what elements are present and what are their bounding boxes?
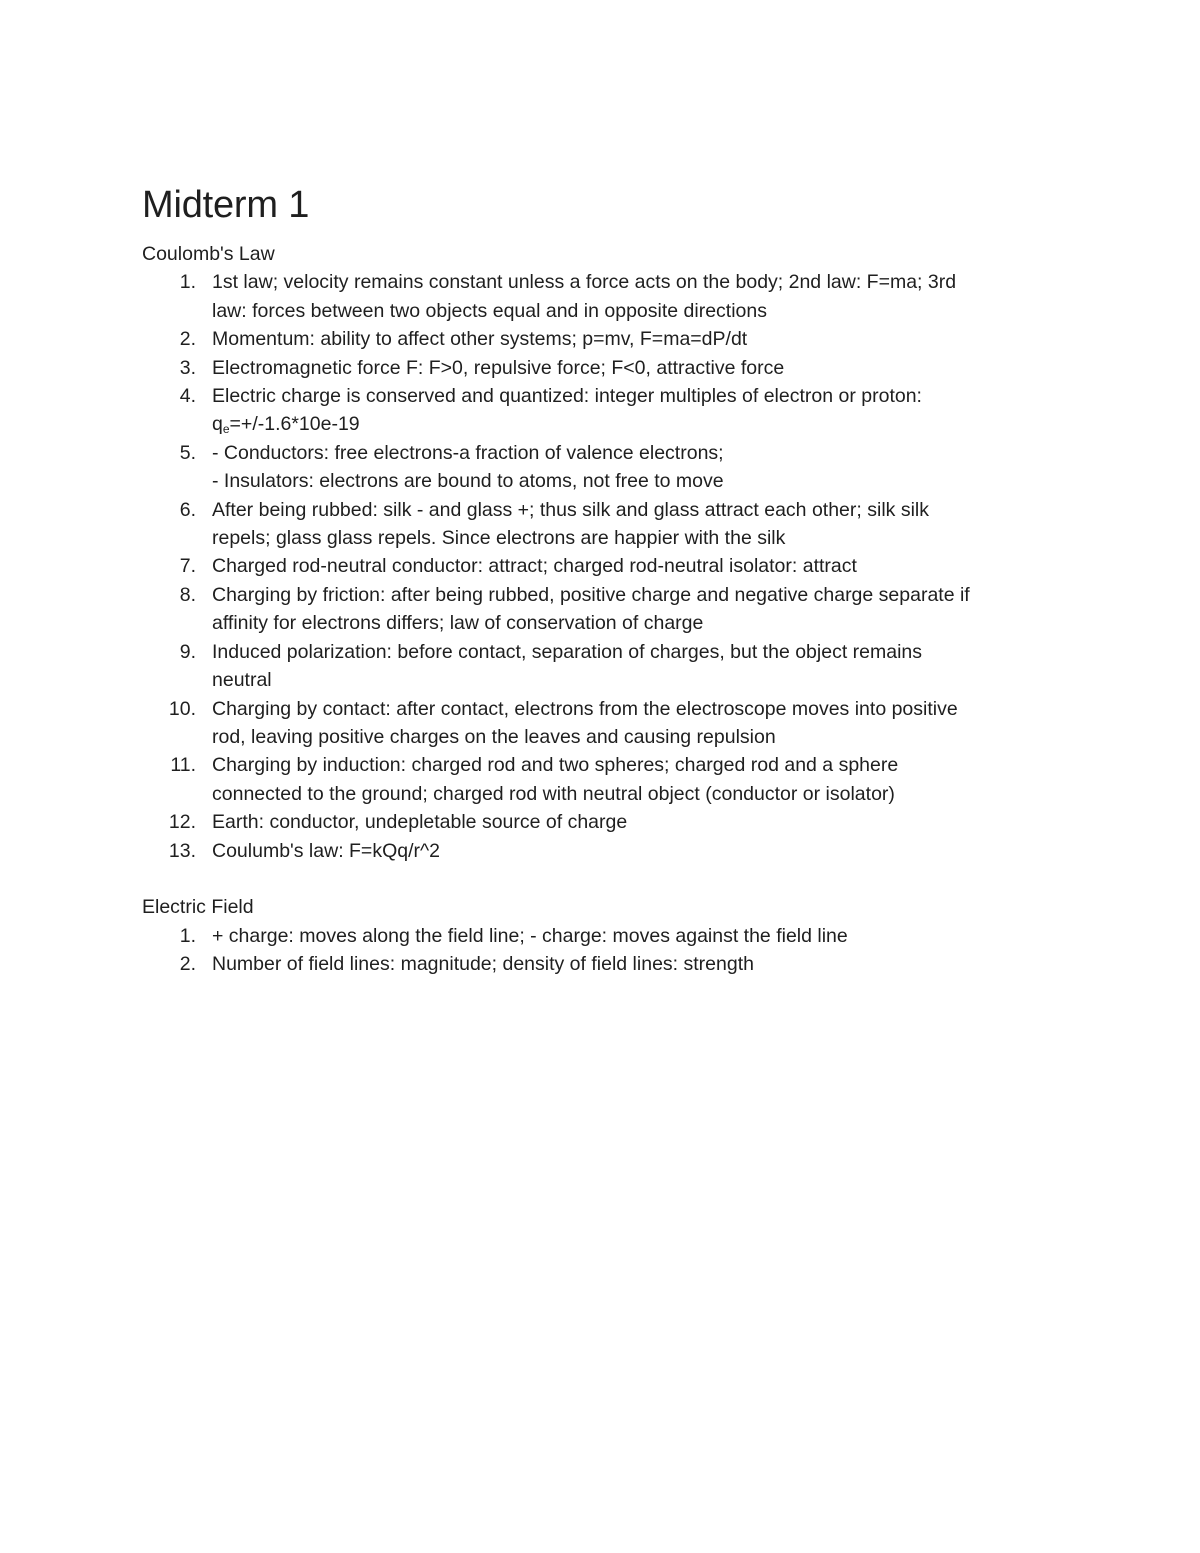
list-item-text: connected to the ground; charged rod with neutral object (conductor or isolator) xyxy=(212,782,895,805)
list-item-text: rod, leaving positive charges on the leaves and causing repulsion xyxy=(212,725,776,748)
list-item xyxy=(142,382,1062,439)
formula-symbol: q xyxy=(212,413,223,436)
list-item-text: Charging by induction: charged rod and two spheres; charged rod and a sphere xyxy=(212,754,899,777)
list-item-text: Electromagnetic force F: F>0, repulsive force; F<0, attractive force xyxy=(212,356,785,379)
list-item xyxy=(142,751,1062,808)
section-spacer xyxy=(142,865,1062,893)
numbered-list xyxy=(142,268,1062,865)
list-item-text: Number of field lines: magnitude; density of field lines: strength xyxy=(212,953,754,976)
list-number: 11. xyxy=(170,754,196,777)
list-number: 9. xyxy=(179,640,196,663)
list-number: 5. xyxy=(179,441,196,464)
list-item-text: law: forces between two objects equal and in opposite directions xyxy=(212,299,767,322)
list-item-text: After being rubbed: silk - and glass +; thus silk and glass attract each other; silk silk xyxy=(212,498,929,521)
document-page xyxy=(142,178,1062,979)
document-title: Midterm 1 xyxy=(142,184,310,226)
list-item-text: - Conductors: free electrons-a fraction of valence electrons; xyxy=(212,441,724,464)
list-item xyxy=(142,638,1062,695)
list-number: 7. xyxy=(179,555,196,578)
list-item-text: affinity for electrons differs; law of conservation of charge xyxy=(212,612,704,635)
list-number: 2. xyxy=(179,953,196,976)
list-item xyxy=(142,837,1062,865)
list-item xyxy=(142,695,1062,752)
formula-value: =+/-1.6*10e-19 xyxy=(229,413,360,436)
list-item xyxy=(142,354,1062,382)
list-item-text: Induced polarization: before contact, separation of charges, but the object remains xyxy=(212,640,923,663)
list-item-text: Earth: conductor, undepletable source of charge xyxy=(212,811,628,834)
list-number: 3. xyxy=(179,356,196,379)
section-heading: Coulomb's Law xyxy=(142,243,275,265)
list-item xyxy=(142,439,1062,496)
list-item xyxy=(142,325,1062,353)
list-item xyxy=(142,496,1062,553)
charge-formula xyxy=(212,410,1062,438)
list-number: 6. xyxy=(179,498,196,521)
section-heading: Electric Field xyxy=(142,896,254,919)
numbered-list xyxy=(142,922,1062,979)
list-item xyxy=(142,268,1062,325)
list-number: 12. xyxy=(168,811,196,834)
list-item xyxy=(142,552,1062,580)
list-item-text: - Insulators: electrons are bound to atoms, not free to move xyxy=(212,470,724,493)
list-item xyxy=(142,808,1062,836)
list-number: 2. xyxy=(179,328,196,351)
list-number: 4. xyxy=(179,385,196,408)
list-item-text: + charge: moves along the field line; - charge: moves against the field line xyxy=(212,924,848,947)
list-item xyxy=(142,922,1062,950)
list-number: 13. xyxy=(168,839,196,862)
list-number: 1. xyxy=(179,271,196,294)
list-number: 10. xyxy=(168,697,196,720)
section-coulombs-law xyxy=(142,240,1062,865)
list-number: 8. xyxy=(179,583,196,606)
section-electric-field xyxy=(142,893,1062,978)
formula-subscript: e xyxy=(222,422,230,437)
list-item-text: Charging by contact: after contact, electrons from the electroscope moves into positive xyxy=(212,697,958,720)
list-item-text: 1st law; velocity remains constant unless a force acts on the body; 2nd law: F=ma; 3rd xyxy=(212,271,957,294)
list-item-text: repels; glass glass repels. Since electrons are happier with the silk xyxy=(212,527,786,550)
list-item xyxy=(142,581,1062,638)
list-item-text: Charged rod-neutral conductor: attract; charged rod-neutral isolator: attract xyxy=(212,555,857,578)
list-item-text: Coulumb's law: F=kQq/r^2 xyxy=(212,839,440,862)
list-item xyxy=(142,950,1062,978)
list-item-text: Charging by friction: after being rubbed, positive charge and negative charge separate if xyxy=(212,583,970,606)
list-number: 1. xyxy=(179,924,196,947)
list-item-text: Momentum: ability to affect other systems; p=mv, F=ma=dP/dt xyxy=(212,328,748,351)
list-item-text: Electric charge is conserved and quantized: integer multiples of electron or proton: xyxy=(212,385,922,408)
list-item-text: neutral xyxy=(212,669,272,692)
